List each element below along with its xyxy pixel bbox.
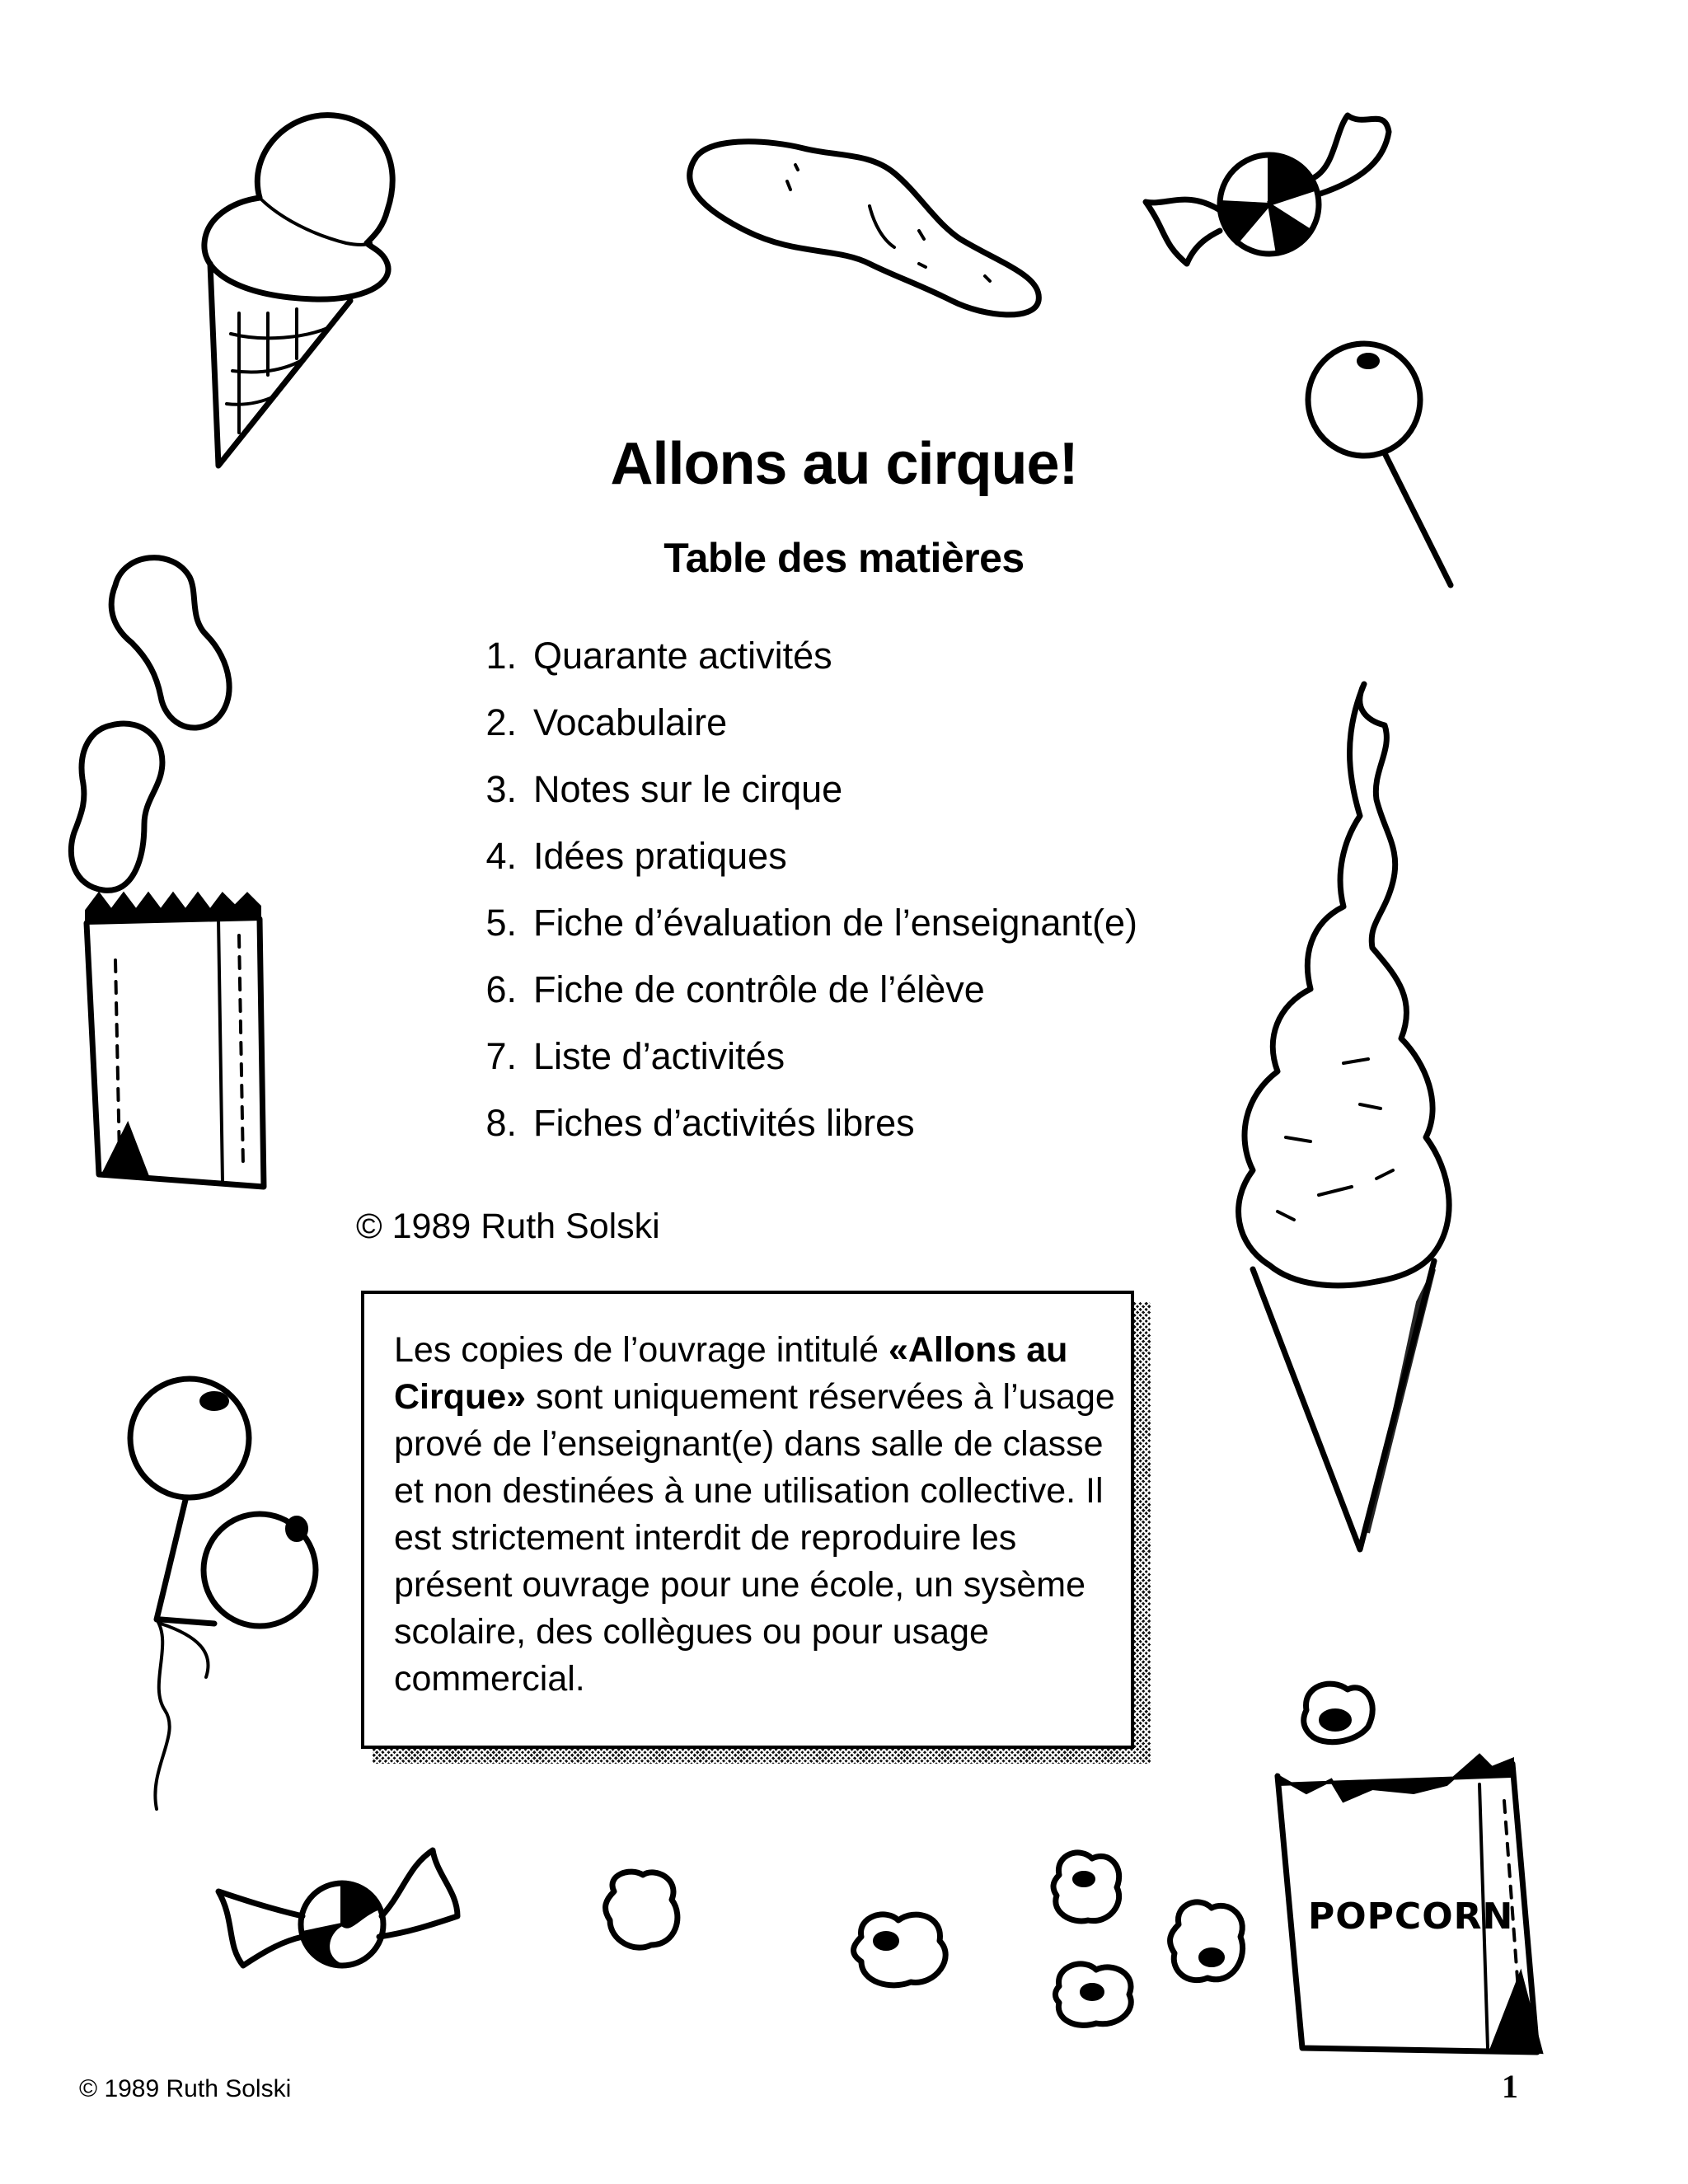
footer-copyright: © 1989 Ruth Solski [79,2075,292,2102]
popcorn-kernel-icon-2 [845,1904,960,1994]
toc-item-number: 2. [485,701,517,743]
toc-item-number: 1. [485,635,517,677]
toc-item-number: 6. [485,968,517,1010]
toc-item [466,835,1137,902]
toc-item-label: Fiche d’évaluation de l’enseignant(e) [533,902,1137,944]
popcorn-kernel-icon-4 [1047,1957,1146,2032]
toc-item-number: 3. [485,768,517,810]
toc-heading: Table des matières [663,535,1025,581]
popcorn-kernel-icon-5 [1162,1896,1253,1994]
toc-item [466,635,1137,701]
toc-item-number: 4. [485,835,517,877]
popcorn-kernel-icon-3 [1047,1846,1129,1929]
toc-item-label: Fiche de contrôle de l’élève [533,968,985,1010]
notice-book-title: «Allons au Cirque» [394,1330,1068,1417]
toc-item [466,768,1137,835]
toc-item-label: Notes sur le cirque [533,768,843,810]
toc-item-number: 7. [485,1035,517,1077]
copyright-notice: © 1989 Ruth Solski [356,1207,660,1246]
toc-item [466,701,1137,768]
popcorn-kernel-icon [598,1867,688,1957]
toc-item-number: 8. [485,1102,517,1144]
notice-lead: Les copies de l’ouvrage intitulé [394,1330,889,1370]
candy-apples-icon [115,1372,330,1817]
toc-item-label: Idées pratiques [533,835,787,877]
ice-cream-cone-icon [181,111,429,474]
toc-item-label: Quarante activités [533,635,832,677]
table-of-contents [466,635,1137,1169]
page-number: 1 [1502,2068,1518,2105]
toc-item [466,1102,1137,1169]
page-title: Allons au cirque! [610,431,1078,497]
toc-item [466,902,1137,968]
toc-item-label: Liste d’activités [533,1035,785,1077]
cotton-candy-icon [1228,676,1467,1566]
notice-body: sont uniquement réservées à l’usage prové de l’enseignant(e) dans salle de classe et non destinées à une utilisation collective. Il est strictement interdit de reproduire les présent ouvrage pour une école, un sysème scolaire, des collègues ou pour usage commercial. [394,1377,1115,1699]
paper-bag-icon [78,861,276,1191]
toc-item [466,968,1137,1035]
peppermint-candy-icon [1137,99,1393,305]
wrapped-candy-icon [210,1825,474,2007]
toc-item-number: 5. [485,902,517,944]
peanut-icon [672,132,1059,321]
toc-item-label: Fiches d’activités libres [533,1102,915,1144]
toc-item [466,1035,1137,1102]
popcorn-bag-label: POPCORN [1308,1896,1514,1938]
toc-item-label: Vocabulaire [533,701,728,743]
popcorn-bag-icon [1257,1677,1558,2056]
usage-notice-box [361,1291,1134,1749]
